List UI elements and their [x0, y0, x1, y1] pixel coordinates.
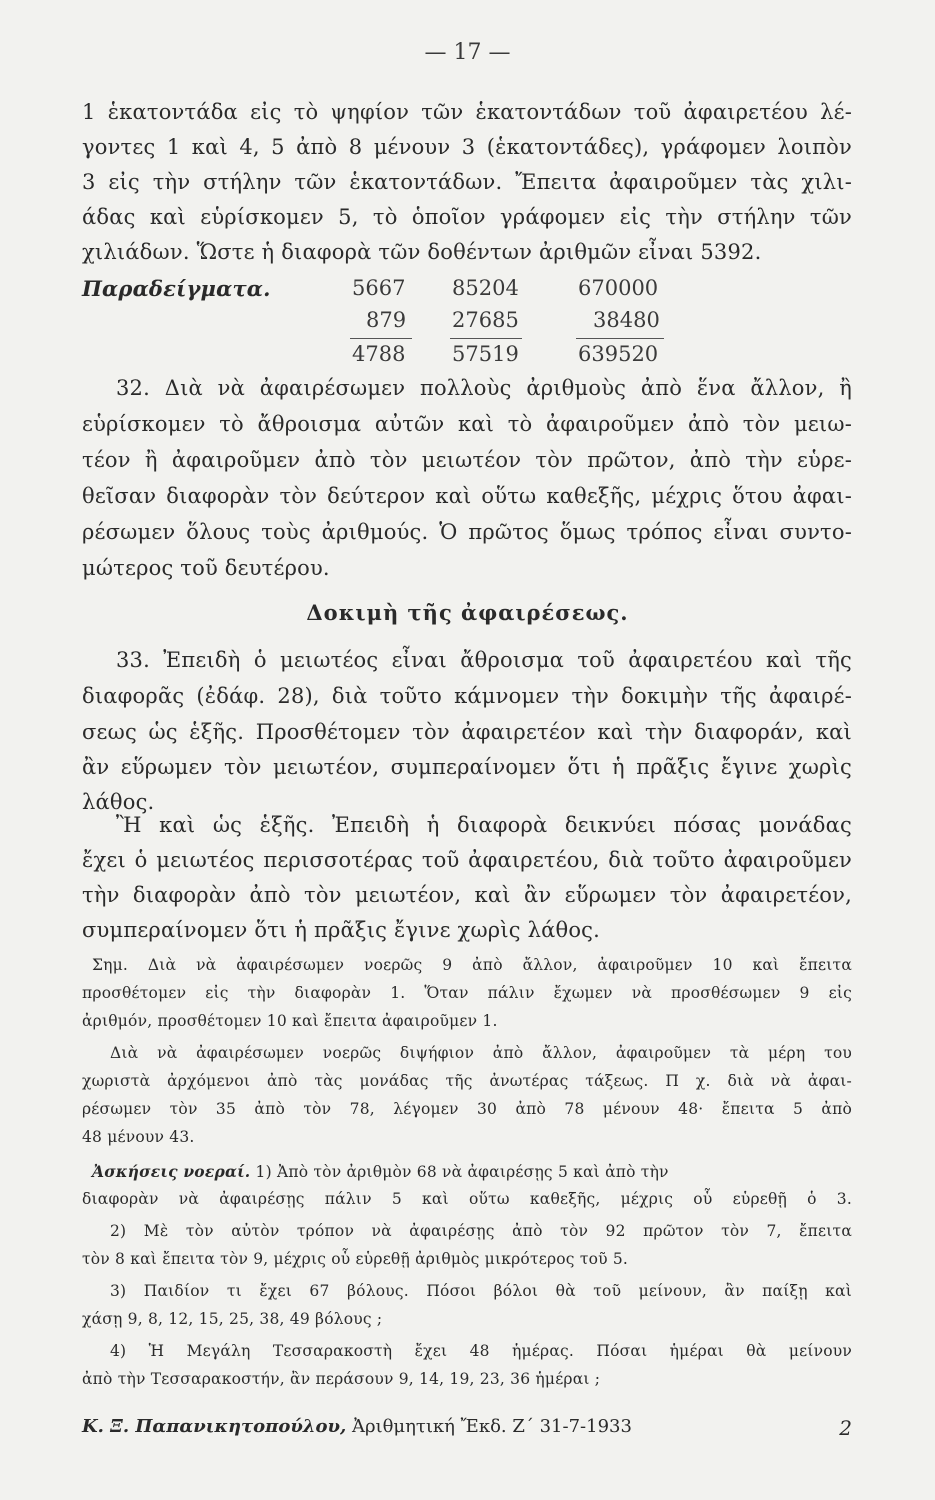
signature-mark: 2 [839, 1416, 852, 1440]
exercise-line: 4) Ἡ Μεγάλη Τεσσαρακοστὴ ἔχει 48 ἡμέρας. Πόσαι ἡμέραι θὰ μείνουν [110, 1342, 852, 1360]
text-line: διαφορᾶς (ἐδάφ. 28), διὰ τοῦτο κάμνομεν τὴν δοκιμὴν τῆς ἀφαιρέ- [82, 684, 852, 708]
text-line: τέον ἢ ἀφαιροῦμεν ἀπὸ τὸν μειωτέον τὸν πρῶτον, ἀπὸ τὴν εὑρε- [82, 448, 852, 472]
example-1-minuend: 5667 [352, 276, 406, 300]
exercise-line: 3) Παιδίον τι ἔχει 67 βόλους. Πόσοι βόλοι θὰ τοῦ μείνουν, ἂν παίξῃ καὶ [110, 1282, 852, 1300]
note-line: ἀριθμόν, προσθέτομεν 10 καὶ ἔπειτα ἀφαιροῦμεν 1. [82, 1012, 498, 1030]
text-line: θεῖσαν διαφορὰν τὸν δεύτερον καὶ οὕτω καθεξῆς, μέχρις ὅτου ἀφαι- [82, 484, 852, 508]
example-1-subtrahend: 879 [366, 308, 407, 332]
exercises-label: Ἀσκήσεις νοεραί. [92, 1162, 251, 1181]
text-line: τὴν διαφορὰν ἀπὸ τὸν μειωτέον, καὶ ἂν εὕρωμεν τὸν ἀφαιρετέον, [82, 883, 852, 907]
example-2-result: 57519 [452, 342, 519, 366]
text-line: συμπεραίνομεν ὅτι ἡ πρᾶξις ἔγινε χωρὶς λάθος. [82, 918, 601, 942]
exercise-line: διαφορὰν νὰ ἀφαιρέσῃς πάλιν 5 καὶ οὕτω καθεξῆς, μέχρις οὗ εὑρεθῇ ὁ 3. [82, 1190, 852, 1208]
example-2-subtrahend: 27685 [452, 308, 519, 332]
exercise-line: τὸν 8 καὶ ἔπειτα τὸν 9, μέχρις οὗ εὑρεθῇ ἀριθμὸς μικρότερος τοῦ 5. [82, 1250, 629, 1268]
example-3-rule [576, 338, 664, 339]
text-line: άδας καὶ εὑρίσκομεν 5, τὸ ὁποῖον γράφομεν εἰς τὴν στήλην τῶν [82, 205, 852, 229]
example-3-result: 639520 [578, 342, 659, 366]
text-line: Ἢ καὶ ὡς ἑξῆς. Ἐπειδὴ ἡ διαφορὰ δεικνύει πόσας μονάδας [116, 813, 852, 837]
exercise-line: χάσῃ 9, 8, 12, 15, 25, 38, 49 βόλους ; [82, 1310, 383, 1328]
example-1-result: 4788 [352, 342, 406, 366]
exercise-line: ἀπὸ τὴν Τεσσαρακοστήν, ἂν περάσουν 9, 14, 19, 23, 36 ἡμέραι ; [82, 1370, 601, 1388]
example-2-minuend: 85204 [452, 276, 519, 300]
exercise-1-text: 1) Ἀπὸ τὸν ἀριθμὸν 68 νὰ ἀφαιρέσῃς 5 καὶ ἀπὸ τὴν [255, 1163, 669, 1181]
note-line: ρέσωμεν τὸν 35 ἀπὸ τὸν 78, λέγομεν 30 ἀπὸ 78 μένουν 48· ἔπειτα 5 ἀπὸ [82, 1100, 852, 1118]
footer-author: Κ. Ξ. Παπανικητοπούλου, [82, 1416, 347, 1437]
note-line: 48 μένουν 43. [82, 1128, 195, 1146]
text-line: 33. Ἐπειδὴ ὁ μειωτέος εἶναι ἄθροισμα τοῦ ἀφαιρετέου καὶ τῆς [116, 648, 852, 672]
note-line: προσθέτομεν εἰς τὴν διαφορὰν 1. Ὅταν πάλιν ἔχωμεν νὰ προσθέσωμεν 9 εἰς [82, 984, 852, 1002]
note-line: Διὰ νὰ ἀφαιρέσωμεν νοερῶς διψήφιον ἀπὸ ἄλλον, ἀφαιροῦμεν τὰ μέρη του [110, 1044, 852, 1062]
example-1-rule [350, 338, 412, 339]
text-line: σεως ὡς ἑξῆς. Προσθέτομεν τὸν ἀφαιρετέον καὶ τὴν διαφοράν, καὶ [82, 720, 852, 744]
text-line: μώτερος τοῦ δευτέρου. [82, 556, 330, 580]
text-line: ἂν εὕρωμεν τὸν μειωτέον, συμπεραίνομεν ὅτι ἡ πρᾶξις ἔγινε χωρὶς [82, 755, 852, 779]
text-line: γοντες 1 καὶ 4, 5 ἀπὸ 8 μένουν 3 (ἑκατοντάδες), γράφομεν λοιπὸν [82, 135, 852, 159]
text-line: ρέσωμεν ὅλους τοὺς ἀριθμούς. Ὁ πρῶτος ὅμως τρόπος εἶναι συντο- [82, 520, 852, 544]
text-line: 1 ἑκατοντάδα εἰς τὸ ψηφίον τῶν ἑκατοντάδων τοῦ ἀφαιρετέου λέ- [82, 100, 852, 124]
examples-label: Παραδείγματα. [82, 276, 271, 301]
footer-citation [82, 1416, 632, 1437]
text-line: 3 εἰς τὴν στήλην τῶν ἑκατοντάδων. Ἔπειτα ἀφαιροῦμεν τὰς χιλι- [82, 170, 852, 194]
exercise-line: 2) Μὲ τὸν αὐτὸν τρόπον νὰ ἀφαιρέσῃς ἀπὸ τὸν 92 πρῶτον τὸν 7, ἔπειτα [110, 1222, 852, 1240]
note-line: Σημ. Διὰ νὰ ἀφαιρέσωμεν νοερῶς 9 ἀπὸ ἄλλον, ἀφαιροῦμεν 10 καὶ ἔπειτα [92, 956, 852, 974]
footer-title: Ἀριθμητική Ἔκδ. Ζ΄ 31-7-1933 [351, 1416, 632, 1437]
note-line: χωριστὰ ἀρχόμενοι ἀπὸ τὰς μονάδας τῆς ἀνωτέρας τάξεως. Π χ. διὰ νὰ ἀφαι- [82, 1072, 852, 1090]
example-3-subtrahend: 38480 [593, 308, 660, 332]
section-heading: Δοκιμὴ τῆς ἀφαιρέσεως. [306, 600, 629, 625]
exercises-line [92, 1162, 852, 1181]
text-line: λάθος. [82, 790, 155, 814]
page-number: — 17 — [424, 40, 511, 65]
text-line: εὑρίσκομεν τὸ ἄθροισμα αὐτῶν καὶ τὸ ἀφαιροῦμεν ἀπὸ τὸν μειω- [82, 412, 852, 436]
text-line: χιλιάδων. Ὥστε ἡ διαφορὰ τῶν δοθέντων ἀριθμῶν εἶναι 5392. [82, 240, 762, 264]
text-line: ἔχει ὁ μειωτέος περισσοτέρας τοῦ ἀφαιρετέου, διὰ τοῦτο ἀφαιροῦμεν [82, 848, 852, 872]
example-3-minuend: 670000 [578, 276, 659, 300]
example-2-rule [450, 338, 522, 339]
text-line: 32. Διὰ νὰ ἀφαιρέσωμεν πολλοὺς ἀριθμοὺς ἀπὸ ἕνα ἄλλον, ἢ [116, 376, 852, 400]
